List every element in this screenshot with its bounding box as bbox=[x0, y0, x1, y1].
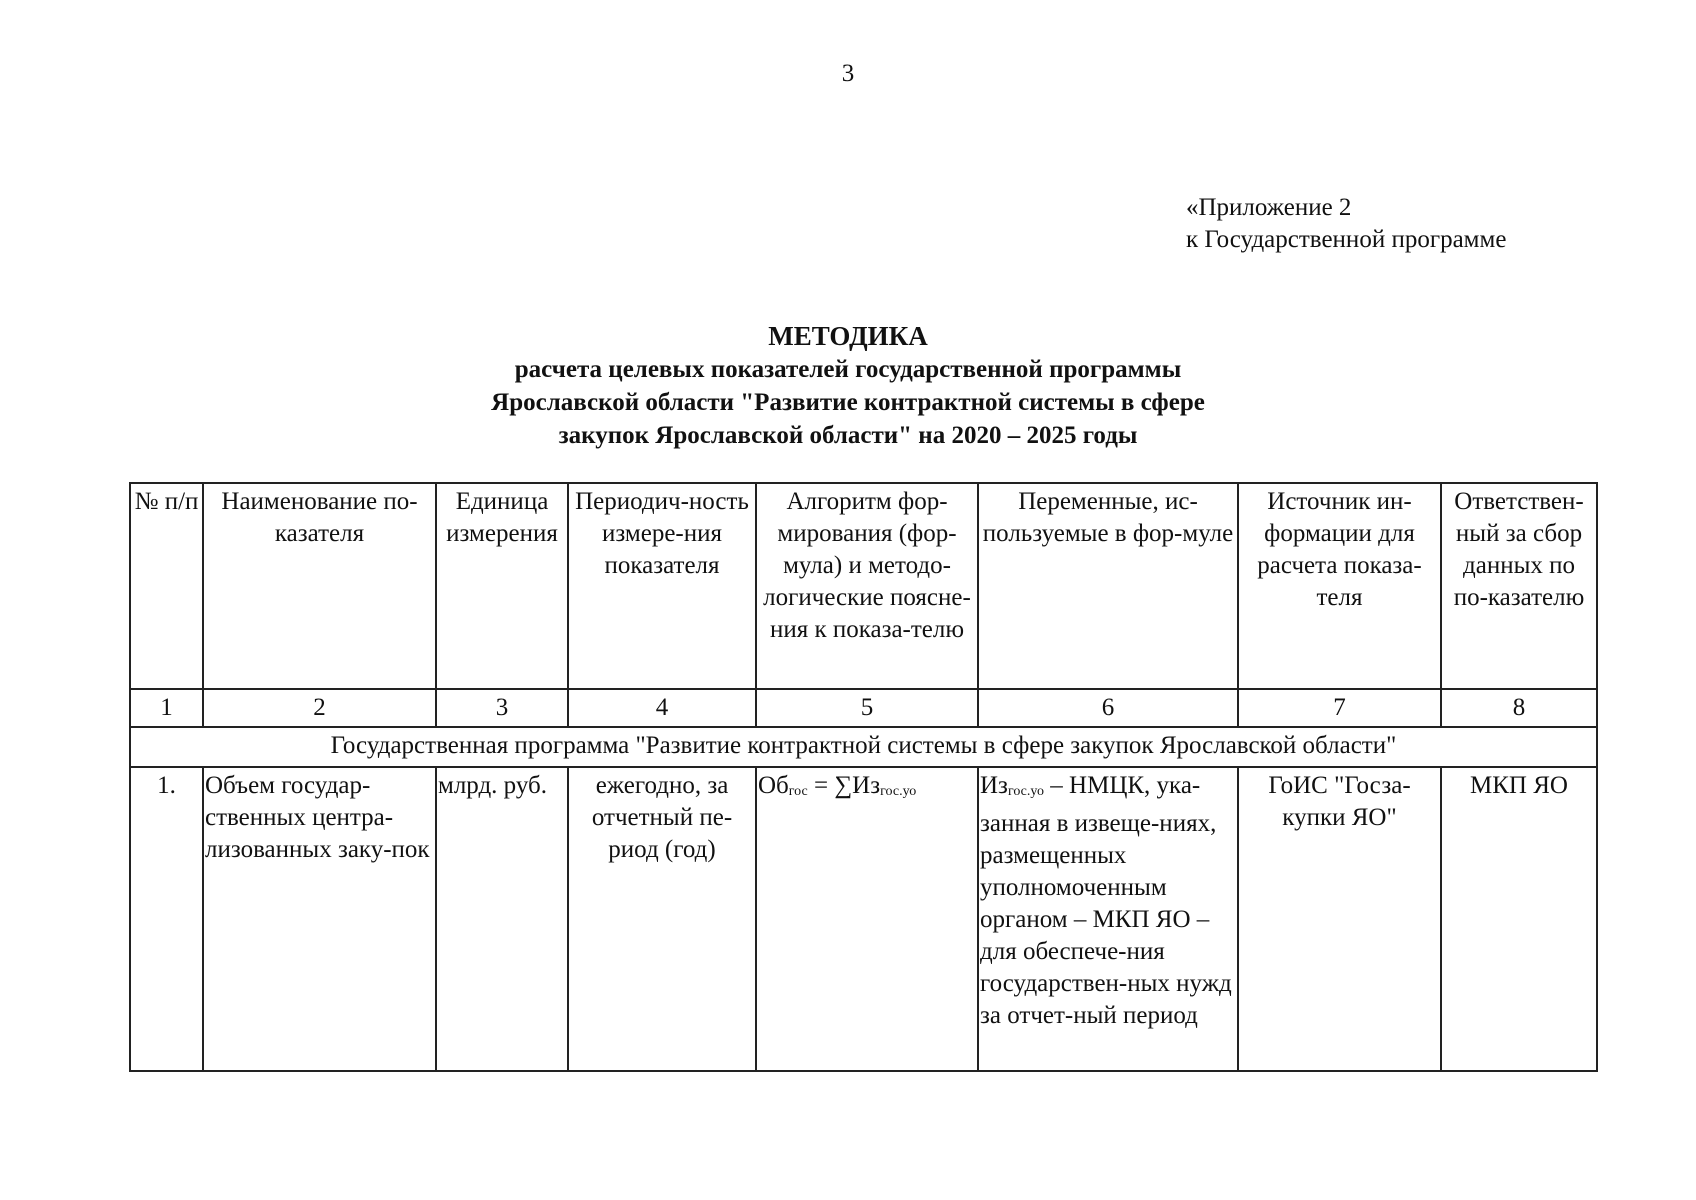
indicator-source: ГоИС "Госза-купки ЯО" bbox=[1238, 767, 1441, 1071]
indicator-name: Объем государ-ственных центра-лизованных заку-пок bbox=[203, 767, 436, 1071]
appendix-reference bbox=[1186, 192, 1506, 256]
variable-description: – НМЦК, ука-занная в извеще-ниях, размещенных уполномоченным органом – МКП ЯО – для обеспече-ния государствен-ных нужд за отчет-ный период bbox=[980, 772, 1232, 1029]
header-cell-formula: Алгоритм фор-мирования (фор-мула) и методо-логические поясне-ния к показа-телю bbox=[756, 483, 978, 689]
page-number: 3 bbox=[841, 60, 855, 87]
column-number: 8 bbox=[1441, 689, 1597, 727]
formula-rhs: = ∑Из bbox=[807, 772, 881, 799]
methodology-table bbox=[129, 482, 1598, 1072]
column-number: 1 bbox=[130, 689, 203, 727]
title-main: МЕТОДИКА bbox=[768, 321, 928, 351]
program-section-row bbox=[130, 727, 1597, 767]
indicator-variables bbox=[978, 767, 1238, 1071]
column-number: 6 bbox=[978, 689, 1238, 727]
title-line-3: закупок Ярославской области" на 2020 – 2025 годы bbox=[558, 422, 1138, 449]
header-cell-responsible: Ответствен-ный за сбор данных по по-казателю bbox=[1441, 483, 1597, 689]
variable-subscript: гос.уо bbox=[1007, 784, 1045, 799]
indicator-formula bbox=[756, 767, 978, 1071]
formula-lhs-subscript: гос bbox=[788, 784, 808, 799]
variable-symbol: Из bbox=[980, 772, 1008, 799]
indicator-period: ежегодно, за отчетный пе-риод (год) bbox=[568, 767, 756, 1071]
header-cell-period: Периодич-ность измере-ния показателя bbox=[568, 483, 756, 689]
row-number: 1. bbox=[130, 767, 203, 1071]
header-cell-num: № п/п bbox=[130, 483, 203, 689]
appendix-line-1: «Приложение 2 bbox=[1186, 194, 1352, 221]
header-cell-unit: Единица измерения bbox=[436, 483, 568, 689]
indicator-responsible: МКП ЯО bbox=[1441, 767, 1597, 1071]
column-number: 3 bbox=[436, 689, 568, 727]
program-section-title: Государственная программа "Развитие контрактной системы в сфере закупок Ярославской области" bbox=[130, 727, 1597, 767]
column-number: 5 bbox=[756, 689, 978, 727]
formula-rhs-subscript: гос.уо bbox=[880, 784, 917, 799]
column-number: 2 bbox=[203, 689, 436, 727]
header-cell-name: Наименование по-казателя bbox=[203, 483, 436, 689]
document-title bbox=[0, 320, 1696, 452]
table-header-row bbox=[130, 483, 1597, 689]
column-numbers-row bbox=[130, 689, 1597, 727]
table-row bbox=[130, 767, 1597, 1071]
header-cell-source: Источник ин-формации для расчета показа-теля bbox=[1238, 483, 1441, 689]
header-cell-variables: Переменные, ис-пользуемые в фор-муле bbox=[978, 483, 1238, 689]
column-number: 4 bbox=[568, 689, 756, 727]
title-line-1: расчета целевых показателей государственной программы bbox=[514, 356, 1182, 383]
formula-lhs: Об bbox=[758, 772, 789, 799]
title-line-2: Ярославской области "Развитие контрактной системы в сфере bbox=[491, 389, 1205, 416]
indicator-unit: млрд. руб. bbox=[436, 767, 568, 1071]
appendix-line-2: к Государственной программе bbox=[1186, 226, 1507, 253]
column-number: 7 bbox=[1238, 689, 1441, 727]
